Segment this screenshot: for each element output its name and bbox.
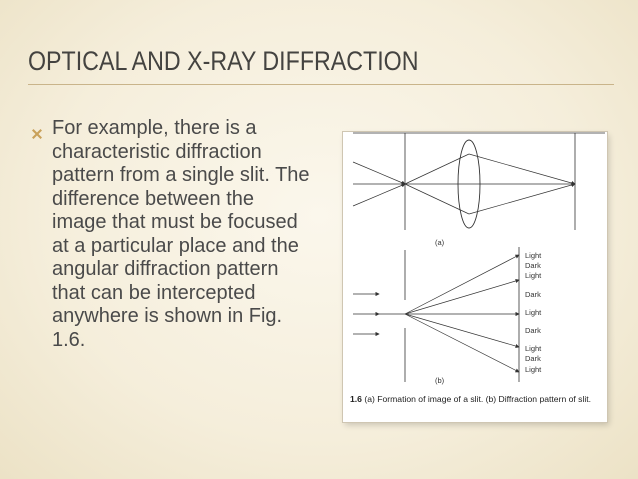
ray-in-3	[353, 184, 405, 206]
bullet-text: For example, there is a characteristic diffraction pattern from a single slit. The difference between the image that must be focused at a particular place and the angular diffraction pattern that can be intercepted anywhere is shown in Fig. 1.6.	[52, 117, 310, 351]
fringe-label: Light	[525, 344, 542, 353]
fringe-label: Light	[525, 271, 542, 280]
fringe-label: Light	[525, 365, 542, 374]
ray-mid-3	[405, 184, 469, 214]
fringe-label: Dark	[525, 290, 541, 299]
figure-caption	[350, 394, 606, 404]
fringe-label: Dark	[525, 326, 541, 335]
ray-in-1	[353, 162, 405, 184]
fringe-label: Light	[525, 308, 542, 317]
ray-mid-1	[405, 154, 469, 184]
x-cross-bullet-icon	[30, 127, 44, 141]
fringe-label: Dark	[525, 354, 541, 363]
diffracted-ray-1	[405, 255, 519, 314]
figure-caption-text: (a) Formation of image of a slit. (b) Diffraction pattern of slit.	[364, 394, 592, 404]
slide-title: OPTICAL AND X-RAY DIFFRACTION	[28, 46, 419, 76]
figure-label-a: (a)	[435, 238, 445, 247]
figure-caption-number: 1.6	[350, 394, 362, 404]
figure-label-b: (b)	[435, 376, 445, 385]
diffracted-ray-5	[405, 314, 519, 372]
diffraction-figure	[343, 132, 607, 422]
diffracted-ray-2	[405, 280, 519, 314]
fringe-label: Dark	[525, 261, 541, 270]
ray-out-1	[469, 154, 575, 184]
ray-out-3	[469, 184, 575, 214]
diffraction-diagram	[343, 132, 607, 422]
diffracted-ray-4	[405, 314, 519, 347]
title-underline	[28, 84, 614, 85]
fringe-label: Light	[525, 251, 542, 260]
